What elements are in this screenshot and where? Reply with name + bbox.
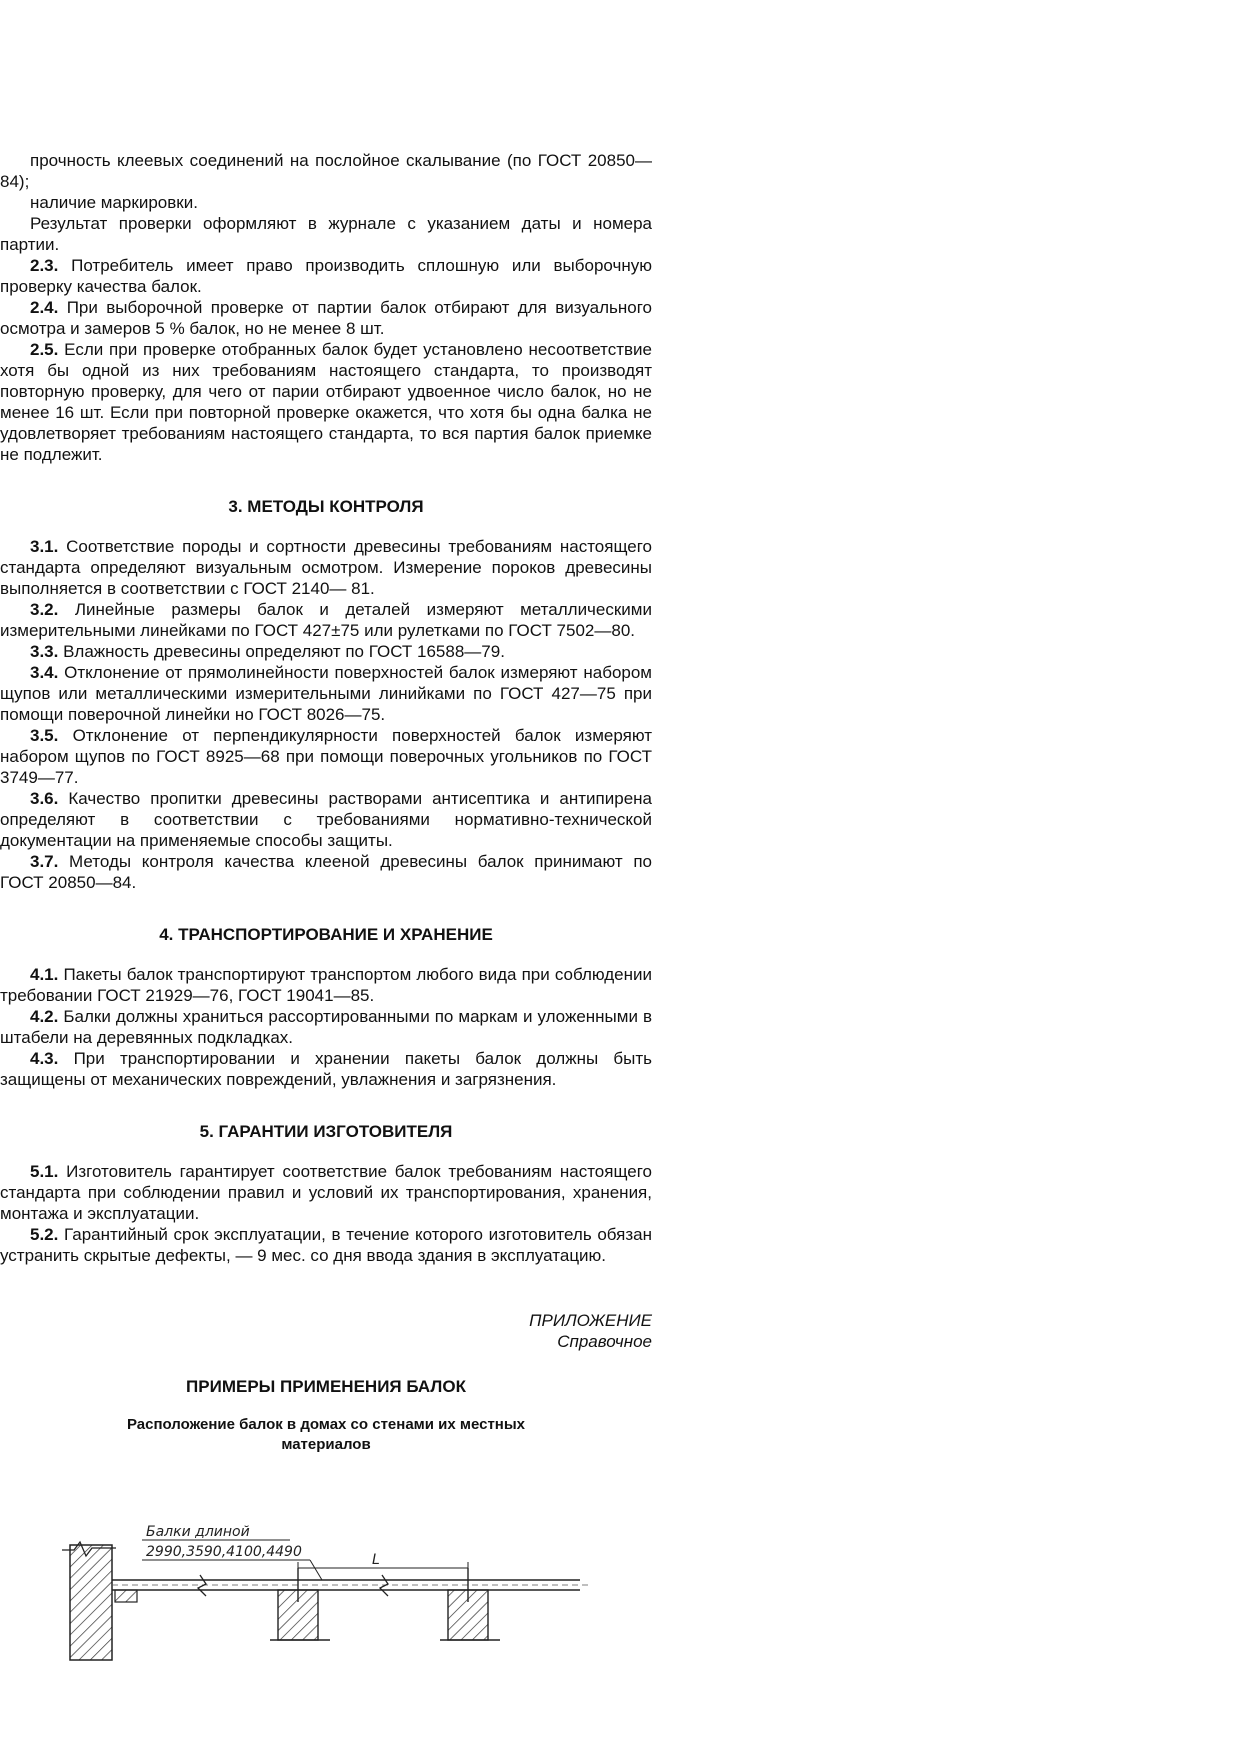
clause-number: 2.3. — [30, 256, 59, 275]
beam-note-line-1: Балки длиной — [146, 1524, 250, 1540]
paragraph — [0, 1048, 652, 1090]
paragraph — [0, 297, 652, 339]
document-page — [0, 150, 652, 1455]
paragraph-text: Если при проверке отобранных балок будет установлено несоответствие хотя бы одной из них требованиям настоящего стандарта, то производят повторную проверку, для чего от парии отбирают удвоенное число балок, но не менее 16 шт. Если при повторной проверке окажется, что хотя бы одна балка не удовлетворяет требованиям настоящего стандарта, то вся партия балок приемке не подлежит. — [0, 340, 652, 464]
paragraph-text: Линейные размеры балок и деталей измеряют металлическими измерительными линейками по ГОСТ 427±75 или рулетками по ГОСТ 7502—80. — [0, 600, 652, 640]
paragraph-text: При транспортировании и хранении пакеты балок должны быть защищены от механических повреждений, увлажнения и загрязнения. — [0, 1049, 652, 1089]
clause-number: 4.2. — [30, 1007, 59, 1026]
beam-break-2 — [380, 1575, 388, 1596]
top-paragraphs — [0, 150, 652, 465]
clause-number: 4.1. — [30, 965, 59, 984]
paragraph — [0, 599, 652, 641]
clause-number: 3.1. — [30, 537, 59, 556]
clause-number: 3.4. — [30, 663, 59, 682]
paragraph-text: Результат проверки оформляют в журнале с указанием даты и номера партии. — [0, 214, 652, 254]
beam-note-line-2: 2990,3590,4100,4490 — [146, 1544, 302, 1560]
paragraph-text: Гарантийный срок эксплуатации, в течение которого изготовитель обязан устранить скрытые дефекты, — 9 мес. со дня ввода здания в эксплуатацию. — [0, 1225, 652, 1265]
paragraph-text: Изготовитель гарантирует соответствие балок требованиям настоящего стандарта при соблюдении правил и условий их транспортирования, хранения, монтажа и эксплуатации. — [0, 1162, 652, 1223]
clause-number: 5.1. — [30, 1162, 59, 1181]
dimension-label: L — [372, 1552, 380, 1568]
appendix-title: ПРИМЕРЫ ПРИМЕНЕНИЯ БАЛОК — [186, 1377, 466, 1396]
clause-number: 5.2. — [30, 1225, 59, 1244]
paragraph-text: Соответствие породы и сортности древесины требованиям настоящего стандарта определяют визуальным осмотром. Измерение пороков древесины выполняется в соответствии с ГОСТ 2140— 81. — [0, 537, 652, 598]
paragraph — [0, 213, 652, 255]
appendix-sublabel: Справочное — [557, 1332, 652, 1351]
clause-number: 3.2. — [30, 600, 59, 619]
paragraph — [0, 964, 652, 1006]
clause-number: 3.6. — [30, 789, 59, 808]
section-4-paragraphs — [0, 964, 652, 1090]
clause-number: 2.4. — [30, 298, 59, 317]
paragraph — [0, 1224, 652, 1266]
note-leader — [310, 1560, 322, 1580]
paragraph — [0, 339, 652, 465]
paragraph — [0, 1161, 652, 1224]
paragraph — [0, 662, 652, 725]
appendix-label-block — [0, 1310, 652, 1352]
paragraph — [0, 536, 652, 599]
paragraph-text: Пакеты балок транспортируют транспортом любого вида при соблюдении требовании ГОСТ 21929—76, ГОСТ 19041—85. — [0, 965, 652, 1005]
appendix-label: ПРИЛОЖЕНИЕ — [529, 1311, 652, 1330]
clause-number: 3.3. — [30, 642, 59, 661]
left-wall — [70, 1545, 112, 1660]
paragraph — [0, 641, 652, 662]
paragraph — [0, 1006, 652, 1048]
paragraph — [0, 851, 652, 893]
section-4-title: 4. ТРАНСПОРТИРОВАНИЕ И ХРАНЕНИЕ — [159, 925, 493, 944]
clause-number: 4.3. — [30, 1049, 59, 1068]
paragraph-text: наличие маркировки. — [30, 193, 198, 212]
paragraph-text: Влажность древесины определяют по ГОСТ 16588—79. — [58, 642, 505, 661]
clause-number: 2.5. — [30, 340, 59, 359]
paragraph-text: Качество пропитки древесины растворами антисептика и антипирена определяют в соответствии с требованиями нормативно-технической документации на применяемые способы защиты. — [0, 789, 652, 850]
beam-break-1 — [198, 1575, 206, 1596]
clause-number: 3.7. — [30, 852, 59, 871]
paragraph — [0, 255, 652, 297]
beam-layout-drawing — [60, 1520, 600, 1665]
figure-caption: Расположение балок в домах со стенами их местных материалов — [126, 1416, 526, 1453]
section-3-title: 3. МЕТОДЫ КОНТРОЛЯ — [228, 497, 424, 516]
section-3-paragraphs — [0, 536, 652, 893]
paragraph-text: Отклонение от перпендикулярности поверхностей балок измеряют набором щупов по ГОСТ 8925—68 при помощи поверочных угольников по ГОСТ 3749—77. — [0, 726, 652, 787]
paragraph-text: Потребитель имеет право производить сплошную или выборочную проверку качества балок. — [0, 256, 652, 296]
left-support-pad — [115, 1590, 137, 1602]
paragraph-text: Отклонение от прямолинейности поверхностей балок измеряют набором щупов или металлическими измерительными линийками по ГОСТ 427—75 при помощи поверочной линейки но ГОСТ 8026—75. — [0, 663, 652, 724]
beam-drawing-svg — [60, 1520, 600, 1665]
paragraph-text: Методы контроля качества клееной древесины балок принимают по ГОСТ 20850—84. — [0, 852, 652, 892]
section-5-paragraphs — [0, 1161, 652, 1266]
paragraph — [0, 192, 652, 213]
paragraph-text: При выборочной проверке от партии балок отбирают для визуального осмотра и замеров 5 % балок, но не менее 8 шт. — [0, 298, 652, 338]
clause-number: 3.5. — [30, 726, 59, 745]
paragraph-text: Балки должны храниться рассортированными по маркам и уложенными в штабели на деревянных подкладках. — [0, 1007, 652, 1047]
paragraph — [0, 788, 652, 851]
section-5-title: 5. ГАРАНТИИ ИЗГОТОВИТЕЛЯ — [199, 1122, 453, 1141]
paragraph — [0, 150, 652, 192]
paragraph — [0, 725, 652, 788]
paragraph-text: прочность клеевых соединений на послойное скалывание (по ГОСТ 20850—84); — [0, 151, 652, 191]
